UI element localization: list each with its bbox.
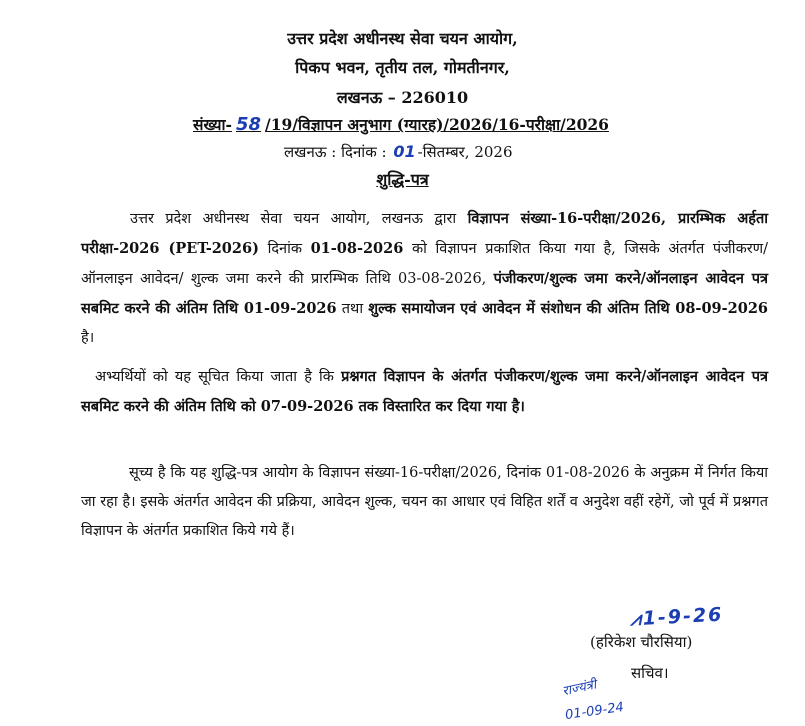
reference-suffix: /19/विज्ञापन अनुभाग (ग्यारह)/2026/16-परीक्षा/2026: [265, 115, 609, 134]
p1-bold-last-date: पंजीकरण/शुल्क जमा करने/ऑनलाइन आवेदन पत्र सबमिट करने की अंतिम तिथि 01-09-2026: [81, 270, 768, 317]
reference-prefix: संख्या-: [193, 115, 232, 134]
signatory-name: (हरिकेश चौरसिया): [590, 633, 693, 651]
p1-text-2: दिनांक: [258, 241, 311, 257]
p1-text-4: तथा: [336, 301, 369, 317]
document-title: शुद्धि-पत्र: [376, 170, 429, 189]
header-org-name: उत्तर प्रदेश अधीनस्थ सेवा चयन आयोग,: [287, 29, 518, 48]
signatory-designation: सचिव।: [631, 664, 669, 682]
date-suffix: -सितम्बर, 2026: [417, 143, 513, 161]
header-city-pin: लखनऊ – 226010: [336, 88, 469, 107]
p1-bold-date: 01-08-2026: [310, 240, 404, 257]
p1-text-5: है।: [81, 330, 95, 346]
p1-text-3: को विज्ञापन प्रकाशित किया गया है, जिसके अंतर्गत पंजीकरण/ऑनलाइन आवेदन/ शुल्क जमा करने की प्रारम्भिक तिथि 03-08-2026,: [81, 241, 769, 287]
p1-text-1: उत्तर प्रदेश अधीनस्थ सेवा चयन आयोग, लखनऊ द्वारा: [130, 211, 468, 227]
p1-bold-correction-date: शुल्क समायोजन एवं आवेदन में संशोधन की अंतिम तिथि 08-09-2026: [368, 300, 769, 317]
signature-date: 1-9-26: [642, 603, 724, 630]
header-address: पिकप भवन, तृतीय तल, गोमतीनगर,: [295, 58, 510, 77]
p1-bold-advert: विज्ञापन संख्या-16-परीक्षा/2026, प्रारम्भिक अर्हता परीक्षा-2026 (PET-2026): [81, 210, 768, 257]
paragraph-1: [81, 204, 768, 353]
margin-note-line-2: 01-09-24: [564, 699, 625, 724]
date-prefix: लखनऊ : दिनांक :: [284, 143, 387, 161]
p2-bold-extension: प्रश्नगत विज्ञापन के अंतर्गत पंजीकरण/शुल्क जमा करने/ऑनलाइन आवेदन पत्र सबमिट करने की अंतिम तिथि को 07-09-2026 तक विस्तारित कर दिया गया है।: [81, 368, 768, 415]
signature-mark-icon: ⩘: [629, 607, 644, 631]
reference-number: [193, 113, 609, 135]
reference-handwritten-number: 58: [235, 114, 262, 135]
handwritten-signature: [629, 604, 723, 631]
paragraph-2: [81, 362, 768, 422]
margin-note-line-1: राज्यंत्री: [561, 677, 598, 700]
date-handwritten-day: 01: [393, 142, 416, 161]
p2-text-1: अभ्यर्थियों को यह सूचित किया जाता है कि: [95, 369, 342, 385]
date-line: [284, 142, 513, 162]
paragraph-3: सूच्य है कि यह शुद्धि-पत्र आयोग के विज्ञापन संख्या-16-परीक्षा/2026, दिनांक 01-08-2026 के अनुक्रम में निर्गत किया जा रहा है। इसके अंतर्गत आवेदन की प्रक्रिया, आवेदन शुल्क, चयन का आधार एवं विहित शर्तें व अनुदेश वहीं रहेगें, जो पूर्व में प्रश्नगत विज्ञापन के अंतर्गत प्रकाशित किये गये हैं।: [81, 465, 768, 539]
